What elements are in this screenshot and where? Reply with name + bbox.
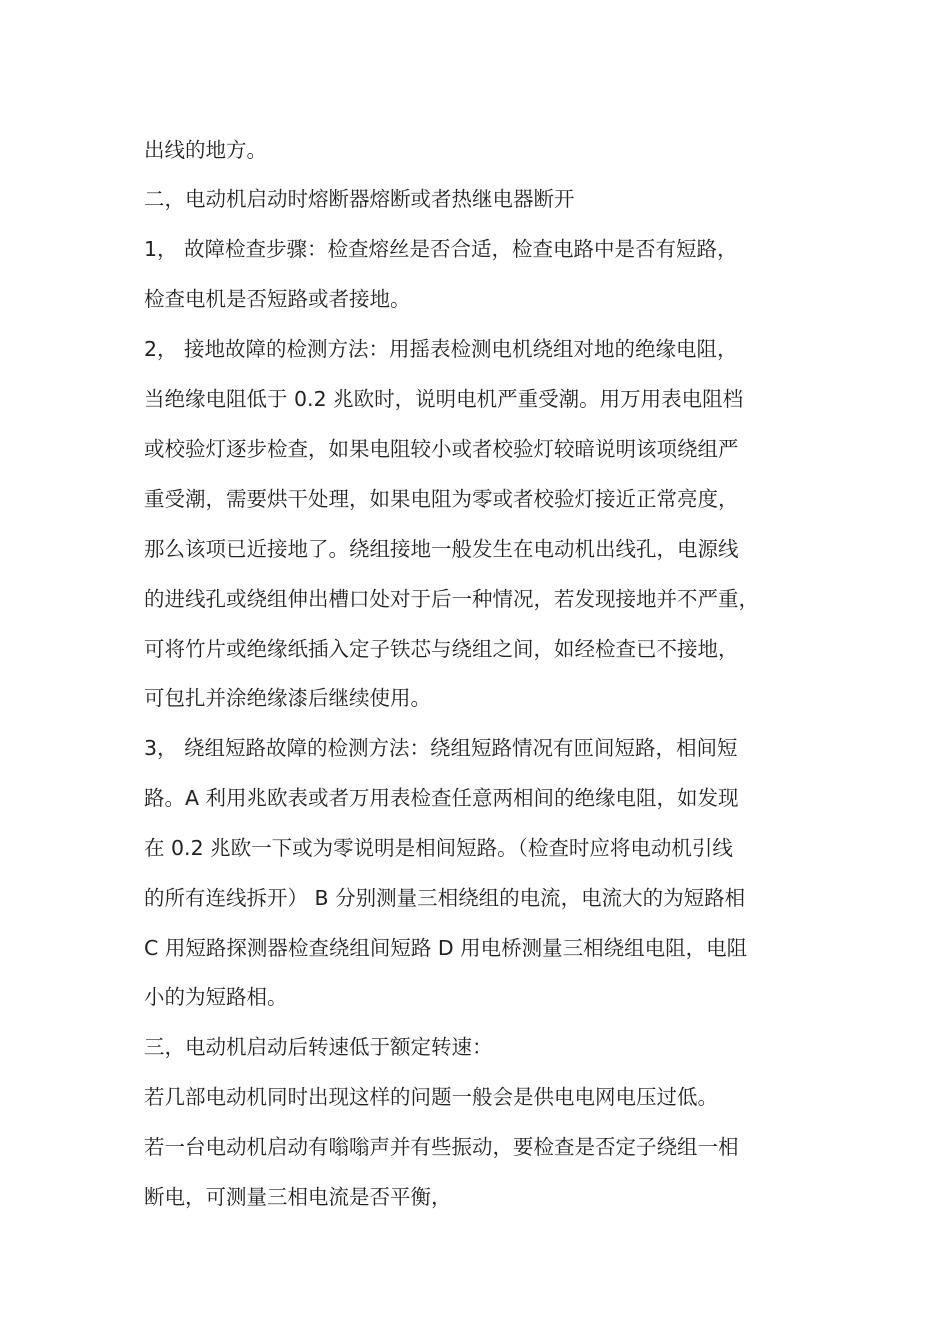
text-line-11: 可将竹片或绝缘纸插入定子铁芯与绕组之间，如经检查已不接地，	[144, 637, 739, 661]
text-line-12: 可包扎并涂绝缘漆后继续使用。	[144, 686, 431, 710]
text-line-7: 或校验灯逐步检查，如果电阻较小或者校验灯较暗说明该项绕组严	[144, 437, 739, 461]
section-heading-3: 三，电动机启动后转速低于额定转速：	[144, 1035, 493, 1059]
text-line-17: C 用短路探测器检查绕组间短路 D 用电桥测量三相绕组电阻，电阻	[144, 936, 748, 960]
text-line-15: 在 0.2 兆欧一下或为零说明是相间短路。（检查时应将电动机引线	[144, 836, 733, 860]
text-line-4: 检查电机是否短路或者接地。	[144, 287, 411, 311]
text-line-18: 小的为短路相。	[144, 985, 288, 1009]
text-line-6: 当绝缘电阻低于 0.2 兆欧时，说明电机严重受潮。用万用表电阻档	[144, 387, 744, 411]
text-line-13: 3， 绕组短路故障的检测方法：绕组短路情况有匝间短路，相间短	[144, 736, 738, 760]
text-line-8: 重受潮，需要烘干处理，如果电阻为零或者校验灯接近正常亮度，	[144, 487, 739, 511]
text-line-10: 的进线孔或绕组伸出槽口处对于后一种情况，若发现接地并不严重，	[144, 587, 759, 611]
text-line-1: 出线的地方。	[144, 138, 267, 162]
text-line-5: 2， 接地故障的检测方法：用摇表检测电机绕组对地的绝缘电阻，	[144, 337, 738, 361]
text-line-14: 路。A 利用兆欧表或者万用表检查任意两相间的绝缘电阻，如发现	[144, 786, 739, 810]
text-line-9: 那么该项已近接地了。绕组接地一般发生在电动机出线孔，电源线	[144, 537, 739, 561]
text-line-21: 若一台电动机启动有嗡嗡声并有些振动，要检查是否定子绕组一相	[144, 1135, 739, 1159]
section-heading-2: 二，电动机启动时熔断器熔断或者热继电器断开	[144, 187, 575, 211]
text-line-3: 1， 故障检查步骤：检查熔丝是否合适，检查电路中是否有短路，	[144, 237, 738, 261]
text-line-22: 断电，可测量三相电流是否平衡，	[144, 1185, 452, 1209]
text-line-16: 的所有连线拆开） B 分别测量三相绕组的电流，电流大的为短路相	[144, 886, 746, 910]
text-line-20: 若几部电动机同时出现这样的问题一般会是供电电网电压过低。	[144, 1085, 718, 1109]
